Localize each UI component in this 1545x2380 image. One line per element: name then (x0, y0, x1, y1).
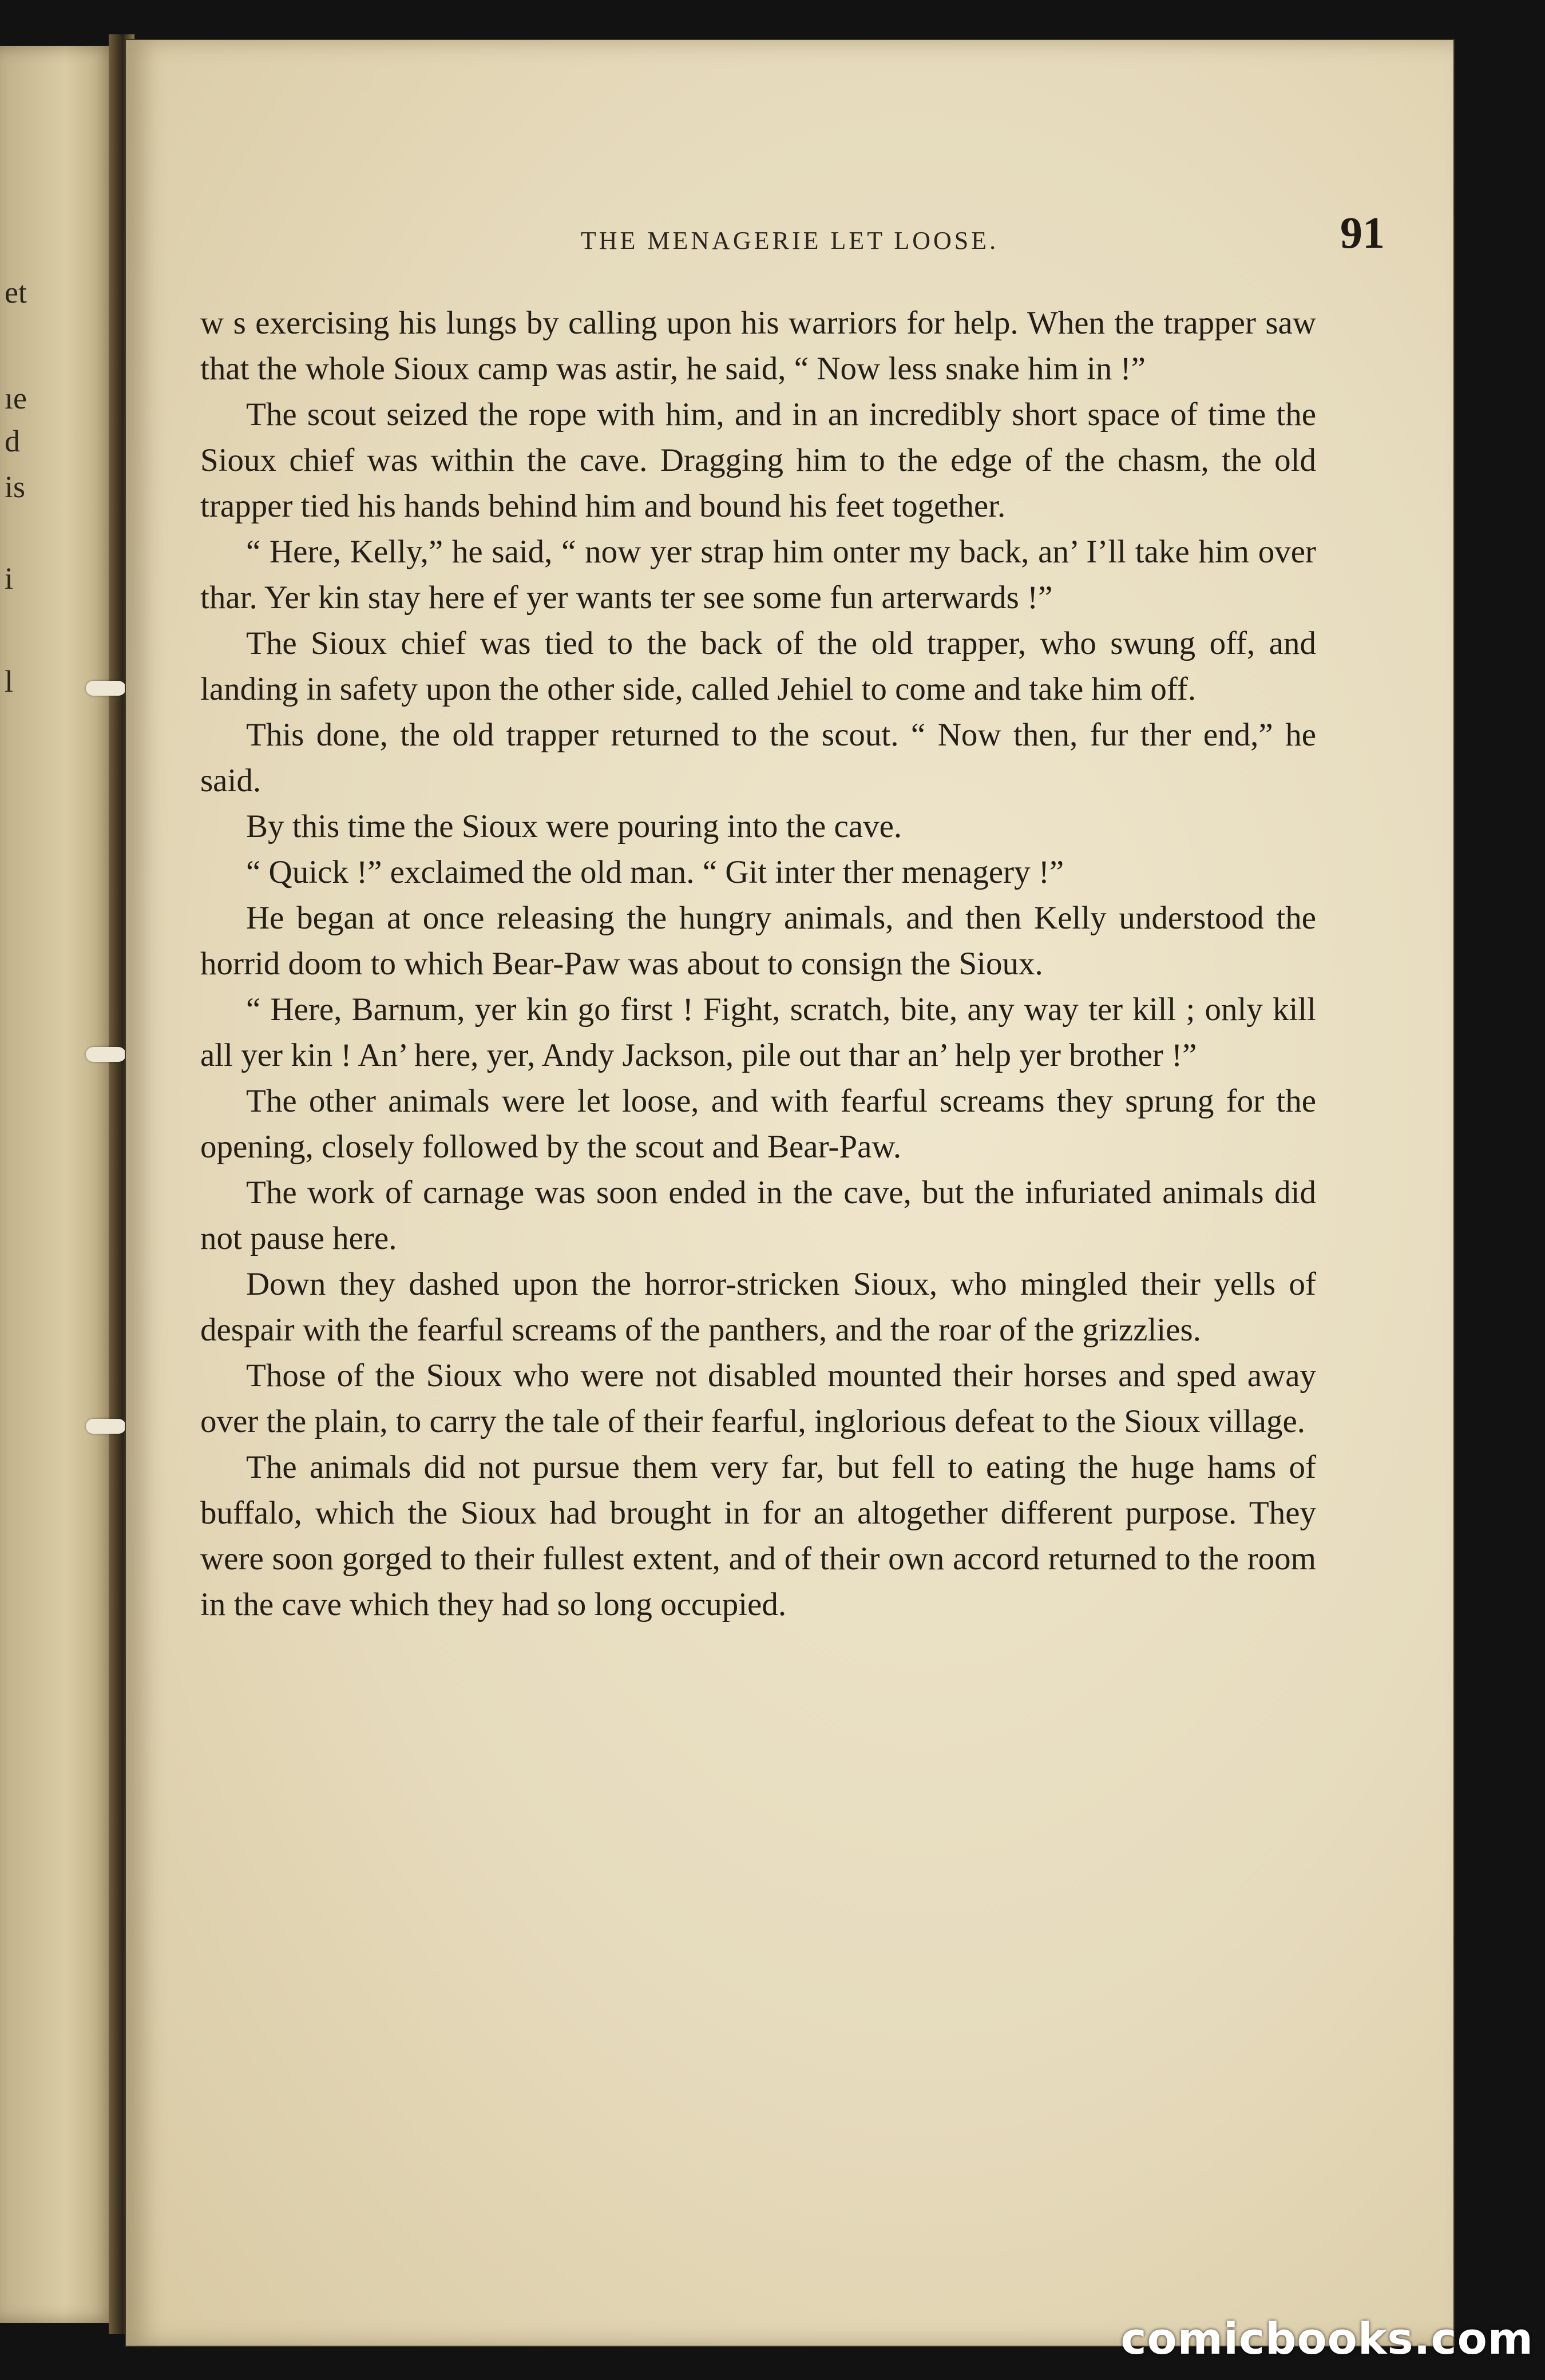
left-page-edge (0, 46, 117, 2323)
binding-thread (86, 1047, 126, 1062)
paragraph: By this time the Sioux were pouring into the cave. (246, 808, 902, 844)
paragraph: “ Quick !” exclaimed the old man. “ Git inter ther menagery !” (246, 854, 1064, 890)
watermark: comicbooks.com (1120, 2313, 1534, 2364)
left-page-fragment: ıe (5, 381, 27, 415)
paragraph: “ Here, Barnum, yer kin go first ! Fight, scratch, bite, any way ter kill ; only kill all yer kin ! An’ here, yer, Andy Jackson, pile out thar an’ help yer brother !” (200, 991, 1316, 1073)
left-page-fragment: et (5, 275, 27, 310)
paragraph: He began at once releasing the hungry animals, and then Kelly understood the horrid doom to which Bear-Paw was about to consign the Sioux. (200, 900, 1316, 982)
paragraph: The work of carnage was soon ended in the cave, but the infuriated animals did not pause here. (200, 1175, 1316, 1256)
paragraph: The other animals were let loose, and with fearful screams they sprung for the opening, closely followed by the scout and Bear-Paw. (200, 1083, 1316, 1165)
paragraph: The Sioux chief was tied to the back of the old trapper, who swung off, and landing in safety upon the other side, called Jehiel to come and take him off. (200, 625, 1316, 707)
page-number: 91 (1340, 208, 1385, 257)
paragraph: “ Here, Kelly,” he said, “ now yer strap him onter my back, an’ I’ll take him over thar. Yer kin stay here ef yer wants ter see some fun arterwards !” (200, 534, 1316, 616)
right-page (126, 40, 1453, 2346)
left-page-fragment: is (5, 470, 26, 504)
binding-thread (86, 1419, 126, 1434)
paragraph: w s exercising his lungs by calling upon his warriors for help. When the trapper saw that the whole Sioux camp was astir, he said, “ Now less snake him in !” (200, 305, 1316, 387)
binding-thread (86, 681, 126, 696)
left-page-fragment: i (5, 561, 14, 596)
running-head: THE MENAGERIE LET LOOSE. (580, 227, 999, 255)
left-page-fragment: d (5, 424, 20, 458)
paragraph: The animals did not pursue them very far, but fell to eating the huge hams of buffalo, which the Sioux had brought in for an altogether different purpose. They were soon gorged to their fullest extent, and of their own accord returned to the room in the cave which they had so long occupied. (200, 1449, 1316, 1623)
left-page-fragment: l (5, 664, 14, 699)
paragraph: Those of the Sioux who were not disabled mounted their horses and sped away over the plain, to carry the tale of their fearful, inglorious defeat to the Sioux village. (200, 1358, 1316, 1439)
body-text (200, 300, 1316, 1628)
paragraph: The scout seized the rope with him, and in an incredibly short space of time the Sioux chief was within the cave. Dragging him to the edge of the chasm, the old trapper tied his hands behind him and bound his feet together. (200, 396, 1316, 524)
paragraph: Down they dashed upon the horror-stricken Sioux, who mingled their yells of despair with the fearful screams of the panthers, and the roar of the grizzlies. (200, 1266, 1316, 1348)
paragraph: This done, the old trapper returned to the scout. “ Now then, fur ther end,” he said. (200, 717, 1316, 799)
